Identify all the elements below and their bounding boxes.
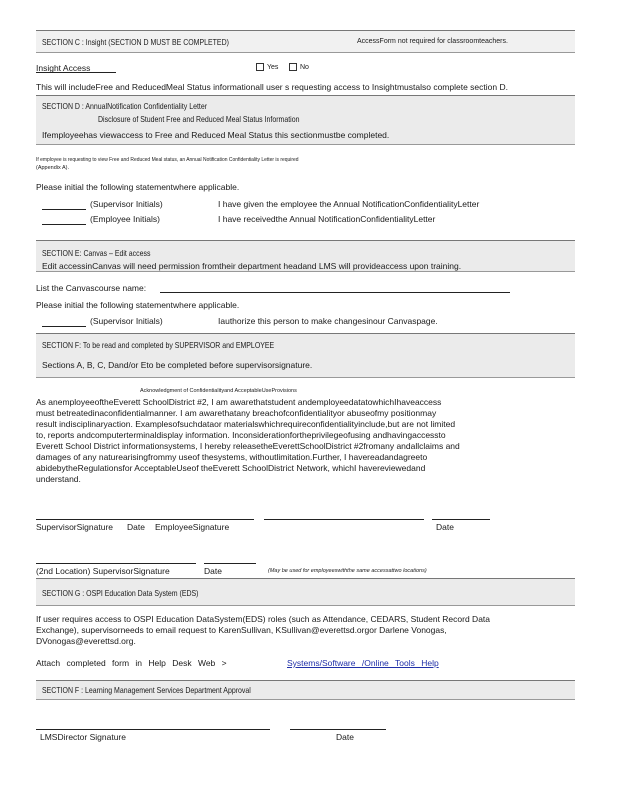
supervisor-date-label: Date: [127, 522, 145, 532]
supervisor-statement: I have given the employee the Annual NotificationConfidentialityLetter: [218, 199, 480, 209]
section-d-requesting: If employee is requesting to view Free and Reduced Meal status, an Annual Notification Confidentiality Letter is required: [36, 157, 299, 163]
section-g-line: DVonogas@everettsd.org.: [36, 636, 136, 646]
section-f-text: Sections A, B, C, Dand/or Eto be completed before supervisorsignature.: [42, 360, 313, 370]
systems-software-link[interactable]: Systems/Software /Online Tools Help: [287, 658, 439, 668]
yes-checkbox[interactable]: [256, 63, 264, 71]
section-c-title: SECTION C : Insight (SECTION D MUST BE COMPLETED): [42, 37, 229, 47]
yes-label: Yes: [267, 63, 279, 71]
section-g-text: [36, 614, 581, 647]
ack-title: Acknowledgment of Confidentialityand AcceptableUseProvisions: [140, 388, 297, 394]
section-c-note: AccessForm not required for classroomteachers.: [357, 38, 508, 45]
section-e-header: [36, 240, 575, 272]
section-lms-header: [36, 680, 575, 700]
lms-director-signature-field[interactable]: [36, 729, 270, 730]
ack-line: Everett School District informationsystems, I hereby releasetheEverettSchoolDistrict #2fromany andallclaims and: [36, 441, 460, 451]
lms-director-signature-label: LMSDirector Signature: [40, 732, 126, 742]
employee-initials-field[interactable]: [42, 224, 86, 225]
section-d-title: SECTION D : AnnualNotification Confidentiality Letter: [42, 101, 208, 111]
attach-instruction: Attach completed form in Help Desk Web >: [36, 658, 227, 668]
ack-line: As anemployeeoftheEverett SchoolDistrict #2, I am awarethatstudent andemployeedatatowhichIhaveaccess: [36, 397, 442, 407]
no-checkbox[interactable]: [289, 63, 297, 71]
ack-line: abidebytheRegulationsfor AcceptableUseof theEverett SchoolDistrict Network, whichI havereviewedand: [36, 463, 426, 473]
second-location-note: (May be used for employeeswiththe same accessattwo locations): [268, 568, 427, 574]
employee-statement: I have receivedthe Annual NotificationConfidentialityLetter: [218, 214, 436, 224]
section-d-text: Ifemployeehas viewaccess to Free and Reduced Meal Status this sectionmustbe completed.: [42, 130, 390, 140]
section-g-title: SECTION G : OSPI Education Data System (EDS): [42, 588, 199, 598]
insight-access-underline: [36, 72, 116, 73]
employee-signature-field[interactable]: [264, 519, 424, 520]
employee-date-label: Date: [436, 522, 454, 532]
canvas-course-field[interactable]: [160, 292, 510, 293]
insight-text: This will includeFree and ReducedMeal Status informationall user s requesting access to Insightmustalso complete section D.: [36, 82, 508, 92]
lms-date-field[interactable]: [290, 729, 386, 730]
supervisor-signature-label: SupervisorSignature: [36, 522, 114, 532]
employee-date-field[interactable]: [432, 519, 490, 520]
section-d-initial-prompt: Please initial the following statementwhere applicable.: [36, 182, 240, 192]
insight-access-label: Insight Access: [36, 63, 91, 73]
section-e-initial-prompt: Please initial the following statementwhere applicable.: [36, 300, 240, 310]
ack-line: result indisciplinaryaction. Examplesofsuchdataor materialswhichrequireconfidentialityinclude,but are not limited: [36, 419, 456, 429]
ack-line: must betreatedinaconfidentialmanner. I am awarethatany breachofconfidentialityor abuseofmy positionmay: [36, 408, 437, 418]
section-g-header: [36, 578, 575, 606]
second-location-date-label: Date: [204, 566, 222, 576]
canvas-course-label: List the Canvascourse name:: [36, 283, 147, 293]
second-location-date-field[interactable]: [204, 563, 256, 564]
section-c-header: [36, 30, 575, 53]
supervisor-initials-label: (Supervisor Initials): [90, 199, 163, 209]
supervisor-initials-e-label: (Supervisor Initials): [90, 316, 163, 326]
ack-line: damages of any naturearisingfrommy useof thesystems, withoutlimitation.Further, I havereadandagreeto: [36, 452, 428, 462]
ack-line: to, reports andcomputerterminaldisplay information. Inconsiderationfortheprivilegeofusing andhavingaccessto: [36, 430, 446, 440]
second-location-label: (2nd Location) SupervisorSignature: [36, 566, 170, 576]
section-f-header: [36, 333, 575, 378]
ack-paragraph: [36, 397, 581, 485]
section-e-title: SECTION E: Canvas – Edit access: [42, 248, 151, 258]
authorize-statement: Iauthorize this person to make changesinour Canvaspage.: [218, 316, 438, 326]
second-location-signature-field[interactable]: [36, 563, 196, 564]
supervisor-initials-e-field[interactable]: [42, 326, 86, 327]
employee-initials-label: (Employee Initials): [90, 214, 160, 224]
insight-yes-option[interactable]: [256, 63, 278, 71]
lms-date-label: Date: [336, 732, 354, 742]
section-e-text: Edit accessinCanvas will need permission fromtheir department headand LMS will provideaccess upon training.: [42, 261, 462, 271]
section-g-line: If user requires access to OSPI Education DataSystem(EDS) roles (such as Attendance, CEDARS, Student Record Data: [36, 614, 491, 624]
section-lms-title: SECTION F : Learning Management Services Department Approval: [42, 685, 251, 695]
ack-line: understand.: [36, 474, 81, 484]
no-label: No: [300, 63, 309, 71]
employee-signature-label: EmployeeSignature: [155, 522, 230, 532]
supervisor-initials-field[interactable]: [42, 209, 86, 210]
section-d-header: [36, 95, 575, 145]
section-d-subtitle: Disclosure of Student Free and Reduced Meal Status Information: [98, 114, 300, 124]
supervisor-signature-field[interactable]: [36, 519, 254, 520]
section-g-line: Exchange), supervisorneeds to email request to KarenSullivan, KSullivan@everettsd.orgor Darlene Vonogas,: [36, 625, 447, 635]
section-d-appendix: (Appendix A).: [36, 165, 70, 171]
insight-no-option[interactable]: [289, 63, 309, 71]
section-f-title: SECTION F: To be read and completed by SUPERVISOR and EMPLOYEE: [42, 340, 275, 350]
